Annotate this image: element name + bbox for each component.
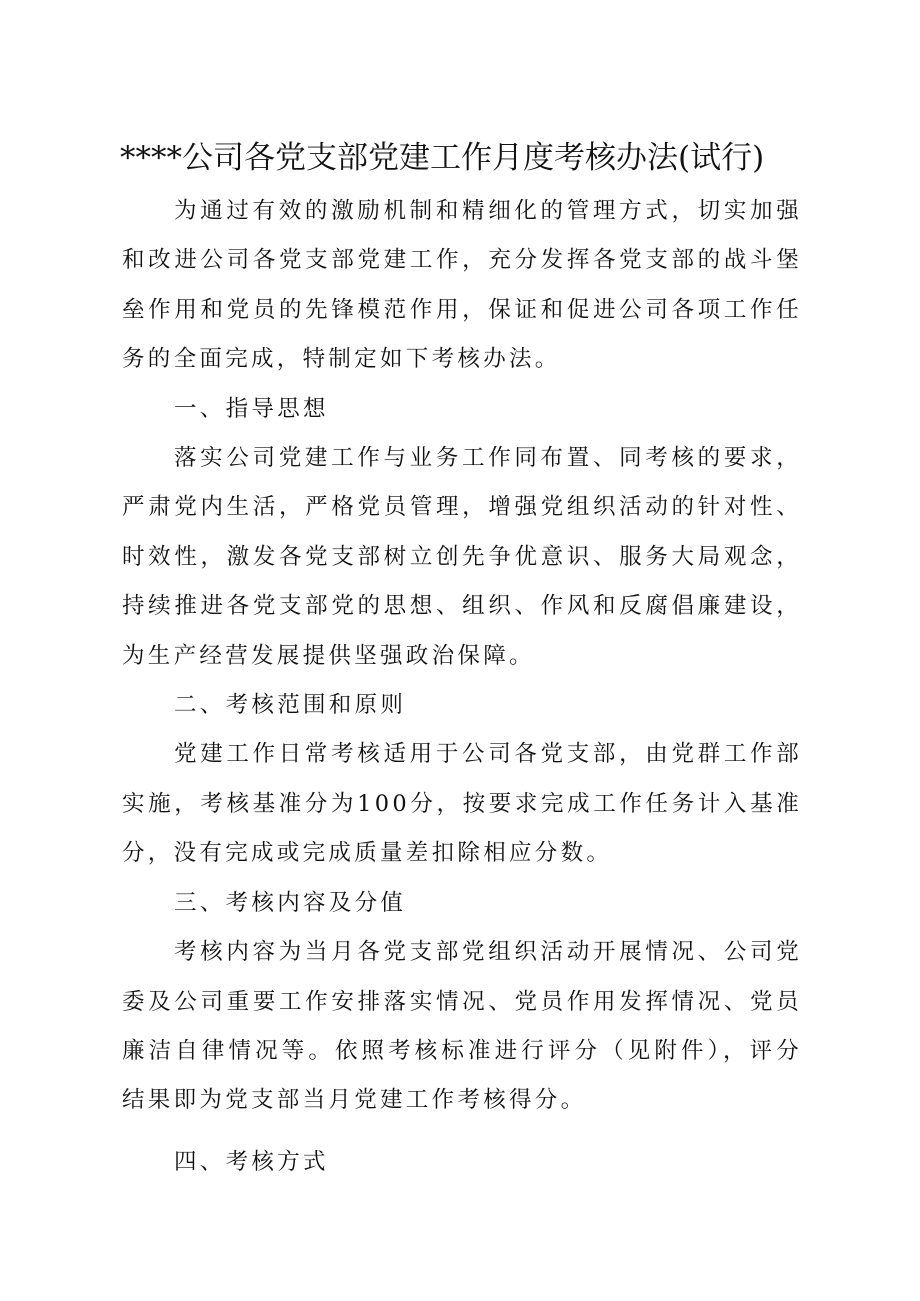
section-heading-scope-principles: 二、考核范围和原则 [174,692,407,719]
section-paragraph-content-scores: 考核内容为当月各党支部党组织活动开展情况、公司党委及公司重要工作安排落实情况、党员作用发挥情况、党员廉洁自律情况等。依照考核标准进行评分（见附件），评分结果即为党支部当月党建工作考核得分。 [122,939,802,1114]
section-heading-guiding-ideology: 一、指导思想 [174,395,329,422]
section-heading-content-scores: 三、考核内容及分值 [174,889,407,916]
section-heading-assessment-method: 四、考核方式 [174,1148,329,1175]
document-title: ****公司各党支部党建工作月度考核办法(试行) [120,140,765,176]
section-paragraph-scope-principles: 党建工作日常考核适用于公司各党支部，由党群工作部实施，考核基准分为100分，按要求完成工作任务计入基准分，没有完成或完成质量差扣除相应分数。 [122,741,802,867]
intro-paragraph: 为通过有效的激励机制和精细化的管理方式，切实加强和改进公司各党支部党建工作，充分发挥各党支部的战斗堡垒作用和党员的先锋模范作用，保证和促进公司各项工作任务的全面完成，特制定如下考核办法。 [122,198,802,373]
document-body [122,187,802,1187]
section-paragraph-guiding-ideology: 落实公司党建工作与业务工作同布置、同考核的要求，严肃党内生活，严格党员管理，增强党组织活动的针对性、时效性，激发各党支部树立创先争优意识、服务大局观念，持续推进各党支部党的思想、组织、作风和反腐倡廉建设，为生产经营发展提供坚强政治保障。 [122,445,802,669]
